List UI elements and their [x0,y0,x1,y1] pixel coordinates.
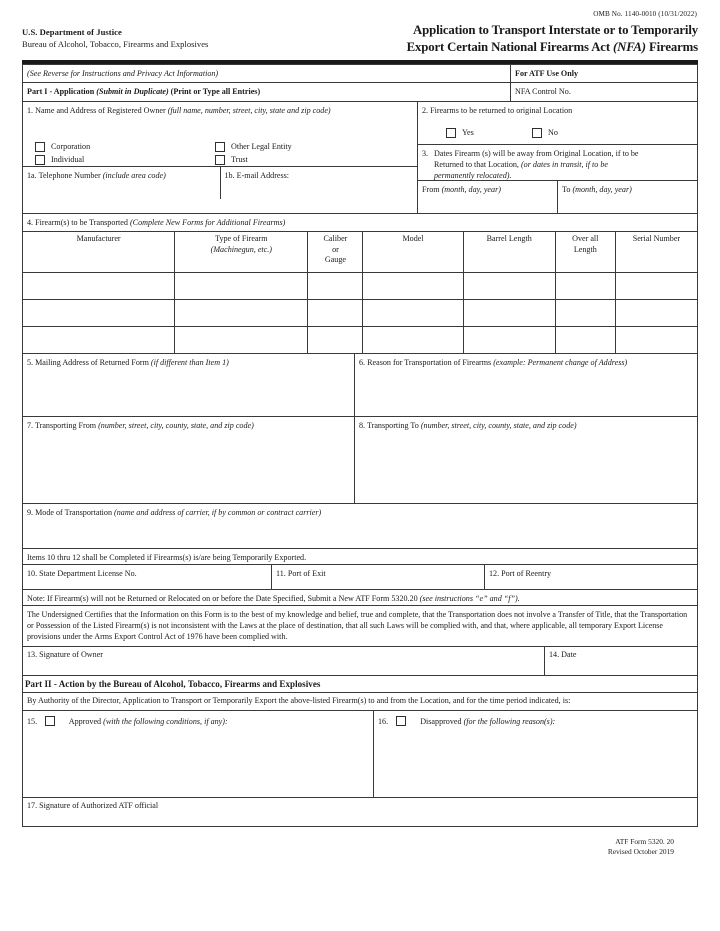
yes-checkbox[interactable] [446,128,456,138]
form-title [326,22,698,55]
item10-12-row [22,565,698,590]
other-legal-entity-label: Other Legal Entity [231,142,292,151]
cell-type[interactable] [175,327,308,354]
form-title-line-1: Application to Transport Interstate or to Temporarily [413,23,698,37]
item17-row [22,798,698,827]
footer-revision-date: Revised October 2019 [607,846,674,856]
cell-model[interactable] [363,327,463,354]
instructions-row [22,64,698,83]
form-title-line-2a: Export Certain National Firearms Act [406,39,613,54]
cell-overall-length[interactable] [555,273,615,300]
agency-block [22,22,322,51]
bureau-name: Bureau of Alcohol, Tobacco, Firearms and Explosives [22,39,209,49]
certification-text: The Undersigned Certifies that the Information on this Form is to the best of my knowledge and belief, true and complete, that the Transportation does not involve a Transfer of Title, that the Transportation or Possession of the Listed Firearm(s) is not inconsistent with the Laws at the place of destination, that all such Laws will be complied with, and that, where applicable, all temporary Export License provisions under the Arms Export Control Act of 1976 have been complied with. [27,610,688,642]
authority-text: By Authority of the Director, Application to Transport or Temporarily Export the above-listed Firearm(s) to and from the Location, and for the time period indicated, is: [27,696,571,706]
item13-signature-of-owner-field[interactable]: 13. Signature of Owner [23,647,545,675]
item11-port-of-exit-field[interactable]: 11. Port of Exit [272,565,485,589]
item4-label: 4. Firearm(s) to be Transported (Complete New Forms for Additional Firearms) [27,217,286,227]
cell-manufacturer[interactable] [23,327,175,354]
item1-label: 1. Name and Address of Registered Owner (full name, number, street, city, state and zip code) [27,105,331,115]
approved-checkbox[interactable] [45,716,55,726]
col-serial-number: Serial Number [615,232,697,273]
item5-item6-row [22,354,698,417]
other-legal-entity-checkbox[interactable] [215,142,225,152]
footer-form-number: ATF Form 5320. 20 [615,836,674,846]
item9-mode-of-transportation-field[interactable]: 9. Mode of Transportation (name and address of carrier, if by common or contract carrier) [27,507,322,517]
cell-serial-number[interactable] [615,300,697,327]
note-row [22,590,698,606]
item13-item14-row [22,647,698,676]
trust-checkbox[interactable] [215,155,225,165]
export-notice-row [22,549,698,565]
yes-label: Yes [462,128,474,137]
col-manufacturer: Manufacturer [23,232,175,273]
disapproved-checkbox[interactable] [396,716,406,726]
checkbox-returned-yes[interactable] [446,126,532,139]
item17-signature-of-atf-official-field[interactable]: 17. Signature of Authorized ATF official [27,801,159,811]
part2-row [22,676,698,693]
cell-caliber[interactable] [308,273,363,300]
cell-manufacturer[interactable] [23,273,175,300]
item1-item2-row [22,102,698,213]
item2-label: 2. Firearms to be returned to original Location [422,105,573,115]
nfa-control-no-field[interactable]: NFA Control No. [515,86,571,96]
item2-item3-block [418,102,698,213]
item7-transporting-from-field[interactable]: 7. Transporting From (number, street, city, county, state, and zip code) [23,417,355,503]
table-row [23,300,698,327]
certification-row [22,606,698,647]
date-from-field[interactable]: From (month, day, year) [418,181,558,213]
department-name: U.S. Department of Justice [22,27,122,37]
col-caliber-or-gauge: Caliber or Gauge [308,232,363,273]
omb-number: OMB No. 1140-0010 (10/31/2022) [593,10,697,18]
atf-use-only-label: For ATF Use Only [515,68,579,78]
item9-row [22,504,698,549]
table-row [23,273,698,300]
note-text: Note: If Firearm(s) will not be Returned or Relocated on or before the Date Specified, Submit a New ATF Form 5320.20 (see instructions “e” and “f”). [27,593,520,603]
firearms-table [22,231,698,354]
cell-overall-length[interactable] [555,300,615,327]
table-row [23,327,698,354]
item6-reason-field[interactable]: 6. Reason for Transportation of Firearms (example: Permanent change of Address) [359,357,628,367]
export-notice-text: Items 10 thru 12 shall be Completed if Firearms(s) is/are being Temporarily Exported. [27,552,307,562]
item15-approved-block[interactable]: 15. Approved (with the following conditions, if any): [23,711,374,797]
col-barrel-length: Barrel Length [463,232,555,273]
trust-label: Trust [231,155,248,164]
form-title-line-2b: Firearms [645,39,698,54]
part2-label: Part II - Action by the Bureau of Alcohol, Tobacco, Firearms and Explosives [25,678,321,689]
firearms-table-header-row [23,232,698,273]
no-checkbox[interactable] [532,128,542,138]
form-sheet [22,10,698,857]
item1-block [23,102,418,213]
cell-model[interactable] [363,273,463,300]
corporation-label: Corporation [51,142,91,151]
item1b-email-field[interactable]: 1b. E-mail Address: [224,170,290,180]
item7-item8-row [22,417,698,504]
authority-row [22,693,698,711]
cell-serial-number[interactable] [615,327,697,354]
cell-barrel-length[interactable] [463,273,555,300]
date-to-field[interactable]: To (month, day, year) [562,184,632,194]
checkbox-corporation[interactable] [35,140,215,153]
item14-date-field[interactable]: 14. Date [549,650,577,660]
cell-overall-length[interactable] [555,327,615,354]
cell-barrel-length[interactable] [463,327,555,354]
individual-label: Individual [51,155,85,164]
col-type-of-firearm: Type of Firearm (Machinegun, etc.) [175,232,308,273]
cell-type[interactable] [175,300,308,327]
form-footer [22,837,698,857]
item8-transporting-to-field[interactable]: 8. Transporting To (number, street, city, county, state, and zip code) [359,420,577,430]
checkbox-returned-no[interactable] [532,126,558,139]
item12-port-of-reentry-field[interactable]: 12. Port of Reentry [489,568,552,578]
item1-entity-checkboxes [23,138,417,166]
checkbox-other-legal-entity[interactable] [215,140,292,153]
col-model: Model [363,232,463,273]
item2-options [418,124,698,144]
cell-type[interactable] [175,273,308,300]
item1a-item1b-row [23,166,417,199]
item1a-telephone-field[interactable]: 1a. Telephone Number (include area code) [23,167,221,199]
checkbox-individual[interactable] [35,153,215,166]
header-block [22,22,698,55]
cell-model[interactable] [363,300,463,327]
individual-checkbox[interactable] [35,155,45,165]
cell-caliber[interactable] [308,327,363,354]
cell-caliber[interactable] [308,300,363,327]
cell-serial-number[interactable] [615,273,697,300]
item16-disapproved-block[interactable]: 16. Disapproved (for the following reason(s): [378,716,556,726]
form-title-line-2 [326,39,698,56]
cell-barrel-length[interactable] [463,300,555,327]
part1-row [22,83,698,102]
col-over-all-length: Over all Length [555,232,615,273]
item3-label: 3. Dates Firearm (s) will be away from Original Location, if to be Returned to that Location, (or dates in transit, if to be permanently relocated). [418,144,698,180]
item10-license-no-field[interactable]: 10. State Department License No. [23,565,272,589]
form-title-nfa: (NFA) [613,39,646,54]
cell-manufacturer[interactable] [23,300,175,327]
item3-dates-row [418,180,698,213]
part1-label: Part I - Application (Submit in Duplicate) (Print or Type all Entries) [23,83,511,101]
item4-header-row [22,213,698,231]
item5-mailing-address-field[interactable]: 5. Mailing Address of Returned Form (if different than Item 1) [23,354,355,416]
instructions-note: (See Reverse for Instructions and Privacy Act Information) [23,65,511,82]
item15-item16-row [22,711,698,798]
no-label: No [548,128,558,137]
checkbox-trust[interactable] [215,153,248,166]
corporation-checkbox[interactable] [35,142,45,152]
